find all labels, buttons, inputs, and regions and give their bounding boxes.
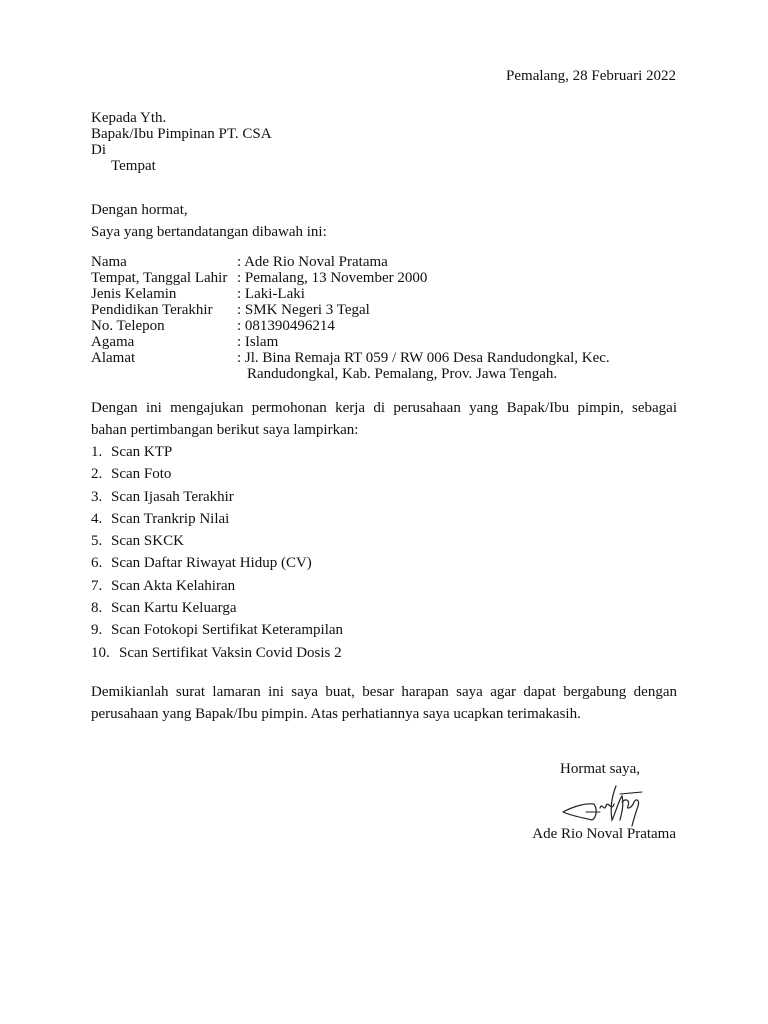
list-text: Scan Trankrip Nilai — [111, 510, 230, 527]
identity-value — [237, 350, 687, 382]
list-number: 6. — [91, 555, 103, 572]
identity-row — [91, 334, 687, 350]
identity-label: Alamat — [91, 350, 136, 366]
identity-table — [91, 254, 687, 382]
recipient-line: Tempat — [111, 158, 156, 174]
closing-paragraph-line: perusahaan yang Bapak/Ibu pimpin. Atas perhatiannya saya ucapkan terimakasih. — [91, 706, 581, 722]
list-text: Scan KTP — [111, 444, 173, 460]
list-number: 8. — [91, 600, 103, 617]
body-paragraph-line: bahan pertimbangan berikut saya lampirkan: — [91, 422, 359, 438]
identity-row — [91, 302, 687, 318]
list-item — [91, 552, 343, 574]
list-text: Scan Kartu Keluarga — [111, 600, 237, 617]
list-item — [91, 441, 343, 463]
identity-label: No. Telepon — [91, 318, 165, 334]
list-text: Scan Akta Kelahiran — [111, 577, 236, 594]
list-text: Scan Ijasah Terakhir — [111, 488, 234, 505]
identity-value: : SMK Negeri 3 Tegal — [237, 302, 370, 318]
list-text: Scan Fotokopi Sertifikat Keterampilan — [111, 622, 344, 639]
identity-row — [91, 318, 687, 334]
identity-label: Nama — [91, 254, 127, 270]
list-number: 4. — [91, 510, 103, 527]
address-continuation: Randudongkal, Kab. Pemalang, Prov. Jawa Tengah. — [247, 366, 558, 382]
list-item — [91, 642, 343, 664]
signer-name: Ade Rio Noval Pratama — [532, 826, 676, 842]
place-date: Pemalang, 28 Februari 2022 — [506, 68, 676, 84]
address-line: : Jl. Bina Remaja RT 059 / RW 006 Desa Randudongkal, Kec. — [237, 350, 610, 366]
identity-label: Pendidikan Terakhir — [91, 302, 213, 318]
list-number: 10. — [91, 644, 110, 661]
list-text: Scan Sertifikat Vaksin Covid Dosis 2 — [119, 644, 342, 661]
identity-row — [91, 254, 687, 270]
list-item — [91, 619, 343, 641]
recipient-line: Bapak/Ibu Pimpinan PT. CSA — [91, 126, 272, 142]
list-text: Scan Foto — [111, 466, 172, 483]
list-text: Scan SKCK — [111, 533, 184, 550]
recipient-line: Di — [91, 142, 106, 158]
identity-value: : Ade Rio Noval Pratama — [237, 254, 388, 270]
identity-value: : Pemalang, 13 November 2000 — [237, 270, 428, 286]
list-number: 2. — [91, 466, 103, 483]
closing-salutation: Hormat saya, — [560, 761, 640, 777]
recipient-line: Kepada Yth. — [91, 110, 167, 126]
recipient-block — [91, 110, 272, 174]
salutation: Dengan hormat, — [91, 202, 188, 218]
list-number: 5. — [91, 533, 103, 550]
attachment-list — [91, 441, 343, 664]
identity-row — [91, 350, 687, 382]
identity-label: Tempat, Tanggal Lahir — [91, 270, 228, 286]
closing-paragraph-line: Demikianlah surat lamaran ini saya buat, besar harapan saya agar dapat bergabung dengan — [91, 684, 677, 700]
list-item — [91, 597, 343, 619]
identity-value: : Islam — [237, 334, 279, 350]
greeting-block — [91, 199, 327, 243]
identity-row — [91, 286, 687, 302]
list-item — [91, 530, 343, 552]
signature-image — [560, 782, 646, 828]
list-item — [91, 575, 343, 597]
identity-value: : Laki-Laki — [237, 286, 305, 302]
list-item — [91, 486, 343, 508]
list-text: Scan Daftar Riwayat Hidup (CV) — [111, 555, 312, 572]
closing-paragraph — [91, 681, 677, 725]
list-number: 7. — [91, 577, 103, 594]
identity-row — [91, 270, 687, 286]
list-number: 1. — [91, 444, 103, 460]
list-item — [91, 463, 343, 485]
body-paragraph — [91, 397, 677, 441]
identity-label: Agama — [91, 334, 135, 350]
list-number: 3. — [91, 488, 103, 505]
body-paragraph-line: Dengan ini mengajukan permohonan kerja di perusahaan yang Bapak/Ibu pimpin, sebagai — [91, 400, 677, 416]
intro-line: Saya yang bertandatangan dibawah ini: — [91, 224, 327, 240]
identity-label: Jenis Kelamin — [91, 286, 177, 302]
identity-value: : 081390496214 — [237, 318, 335, 334]
list-item — [91, 508, 343, 530]
list-number: 9. — [91, 622, 103, 639]
